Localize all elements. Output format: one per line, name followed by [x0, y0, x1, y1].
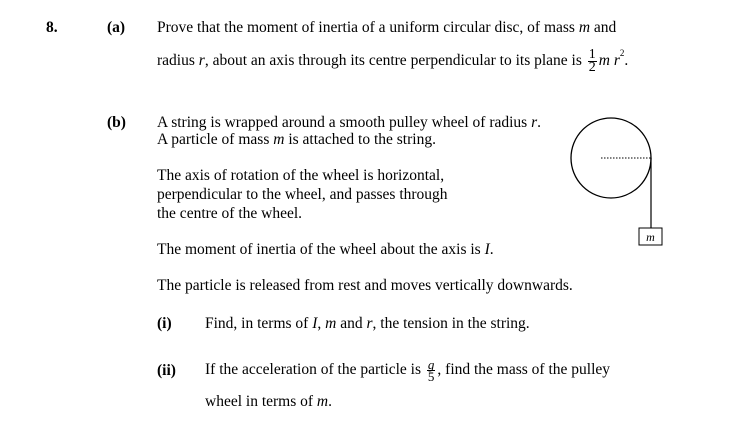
p1-line2-text: A particle of mass [157, 131, 274, 148]
part-a-line2-mid: , about an axis through its centre perpendicular to its plane is [204, 52, 586, 69]
var-m: m [316, 393, 329, 410]
formula-m: m [598, 52, 610, 69]
part-b-p2-line1: The axis of rotation of the wheel is horizontal, [157, 167, 445, 184]
sub-i-label: (i) [157, 315, 172, 332]
p1-line1-end: . [537, 114, 542, 131]
sub-i-sep2: and [336, 315, 367, 332]
var-m: m [325, 315, 337, 332]
sub-ii-label: (ii) [157, 362, 176, 379]
formula-end: . [624, 52, 629, 69]
part-a-line1-end: and [590, 19, 617, 36]
p3-text: The moment of inertia of the wheel about the axis is [157, 241, 485, 258]
sub-ii-post: , find the mass of the pulley [437, 361, 611, 378]
var-m: m [578, 19, 591, 36]
part-a-line1-text: Prove that the moment of inertia of a uniform circular disc, of mass [157, 19, 579, 36]
var-I: I [484, 241, 490, 258]
frac-denominator: 2 [588, 59, 596, 75]
sub-ii-line2-end: . [328, 393, 332, 410]
question-number: 8. [46, 19, 58, 36]
sub-i-sep1: , [317, 315, 326, 332]
sub-ii-pre: If the acceleration of the particle is [205, 361, 425, 378]
sub-i-post: , the tension in the string. [372, 315, 530, 332]
sub-i-pre: Find, in terms of [205, 315, 313, 332]
var-r: r [531, 114, 538, 131]
sub-ii-line2-text: wheel in terms of [205, 393, 317, 410]
part-b-p4: The particle is released from rest and moves vertically downwards. [157, 277, 573, 294]
var-r: r [366, 315, 373, 332]
frac-numerator: 1 [588, 46, 596, 62]
part-b-p2-line3: the centre of the wheel. [157, 205, 303, 222]
part-a-label: (a) [107, 19, 126, 36]
frac-numerator: g [427, 356, 435, 372]
p1-line2-end: is attached to the string. [284, 131, 436, 148]
var-r: r [198, 52, 205, 69]
frac-denominator: 5 [427, 368, 435, 384]
p3-end: . [489, 241, 494, 258]
part-b-label: (b) [107, 114, 126, 131]
formula-r: r [613, 52, 620, 69]
particle-mass-label: m [646, 230, 655, 244]
var-m: m [273, 131, 285, 148]
formula-exponent: 2 [619, 48, 625, 58]
part-a-line2-text: radius [157, 52, 199, 69]
p1-line1-text: A string is wrapped around a smooth pulley wheel of radius [157, 114, 532, 131]
var-I: I [312, 315, 318, 332]
part-b-p2-line2: perpendicular to the wheel, and passes through [157, 186, 448, 203]
